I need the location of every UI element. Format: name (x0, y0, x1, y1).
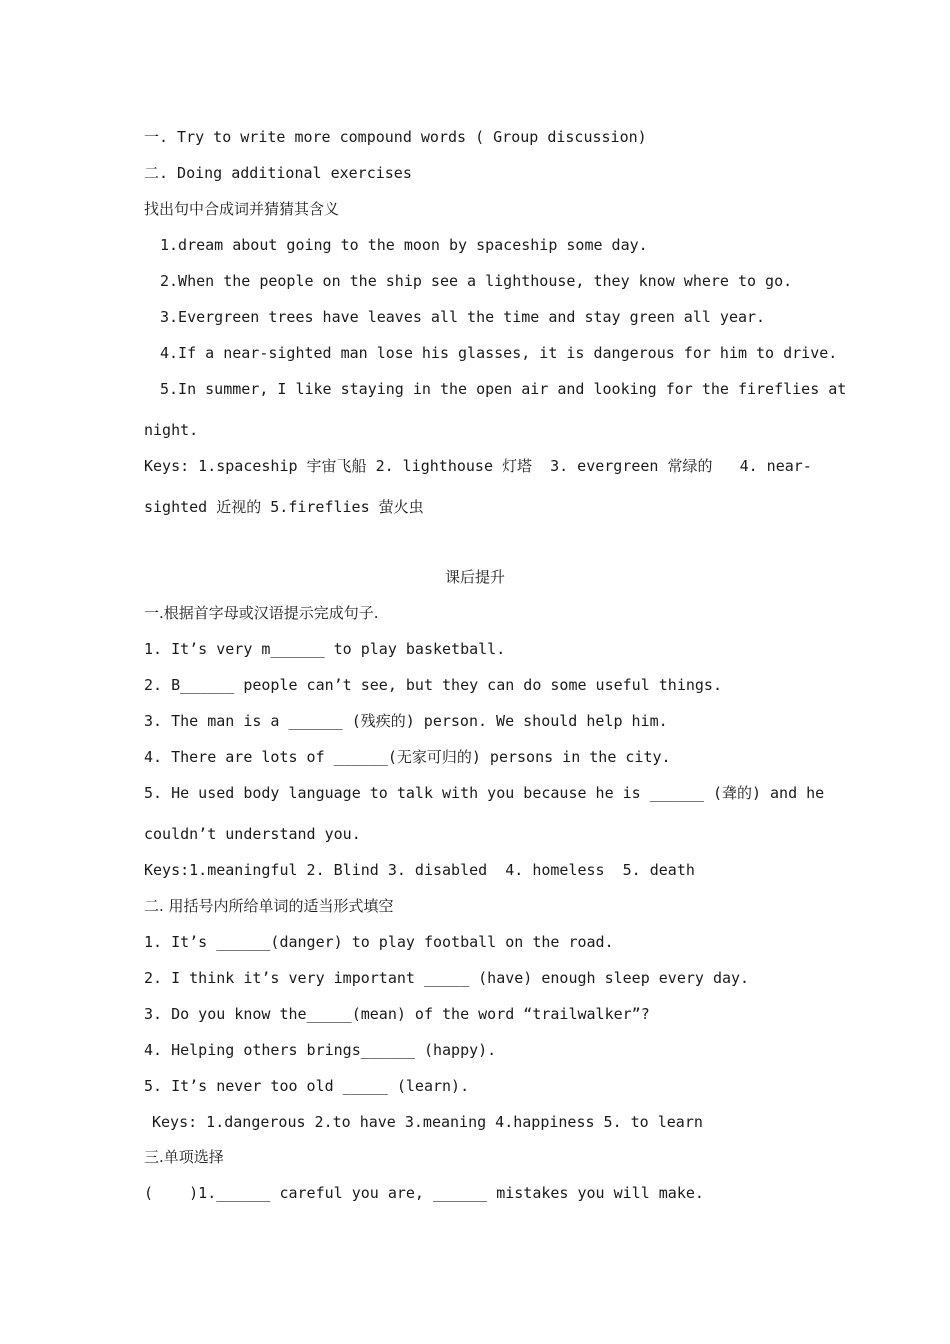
instruction: 找出句中合成词并猜猜其含义 (144, 200, 340, 218)
exercise-3-heading: 三.单项选择 (144, 1148, 224, 1166)
sentence-5: 5.In summer, I like staying in the open air and looking for the fireflies at (160, 380, 847, 398)
ex2-keys: Keys: 1.dangerous 2.to have 3.meaning 4.happiness 5. to learn (152, 1113, 703, 1131)
ex2-item-2: 2. I think it’s very important _____ (have) enough sleep every day. (144, 969, 750, 987)
ex2-item-1: 1. It’s ______(danger) to play football on the road. (144, 933, 614, 951)
ex1-item-5: 5. He used body language to talk with you because he is ______ (聋的) and he (144, 784, 825, 802)
exercise-1-heading: 一.根据首字母或汉语提示完成句子. (144, 604, 379, 622)
ex1-item-5-cont: couldn’t understand you. (144, 825, 361, 843)
ex1-item-4: 4. There are lots of ______(无家可归的) persons in the city. (144, 748, 671, 766)
sentence-2: 2.When the people on the ship see a lighthouse, they know where to go. (160, 272, 793, 290)
sentence-4: 4.If a near-sighted man lose his glasses, it is dangerous for him to drive. (160, 344, 838, 362)
sentence-5-cont: night. (144, 421, 199, 439)
ex2-item-3: 3. Do you know the_____(mean) of the word “trailwalker”? (144, 1005, 650, 1023)
exercise-2-heading: 二. 用括号内所给单词的适当形式填空 (144, 897, 394, 915)
keys-1: Keys: 1.spaceship 宇宙飞船 2. lighthouse 灯塔 3. evergreen 常绿的 4. near- (144, 457, 812, 475)
ex1-keys: Keys:1.meaningful 2. Blind 3. disabled 4. homeless 5. death (144, 861, 695, 879)
keys-1-cont: sighted 近视的 5.fireflies 萤火虫 (144, 498, 424, 516)
ex1-item-2: 2. B______ people can’t see, but they can do some useful things. (144, 676, 722, 694)
section-title: 课后提升 (444, 568, 505, 586)
section-1-heading: 一. Try to write more compound words ( Group discussion) (144, 128, 647, 146)
ex1-item-3: 3. The man is a ______ (残疾的) person. We should help him. (144, 712, 668, 730)
ex2-item-4: 4. Helping others brings______ (happy). (144, 1041, 497, 1059)
sentence-3: 3.Evergreen trees have leaves all the time and stay green all year. (160, 308, 766, 326)
ex2-item-5: 5. It’s never too old _____ (learn). (144, 1077, 470, 1095)
ex3-item-1: ( )1.______ careful you are, ______ mistakes you will make. (144, 1184, 704, 1202)
sentence-1: 1.dream about going to the moon by spaceship some day. (160, 236, 648, 254)
ex1-item-1: 1. It’s very m______ to play basketball. (144, 640, 506, 658)
section-2-heading: 二. Doing additional exercises (144, 164, 412, 182)
